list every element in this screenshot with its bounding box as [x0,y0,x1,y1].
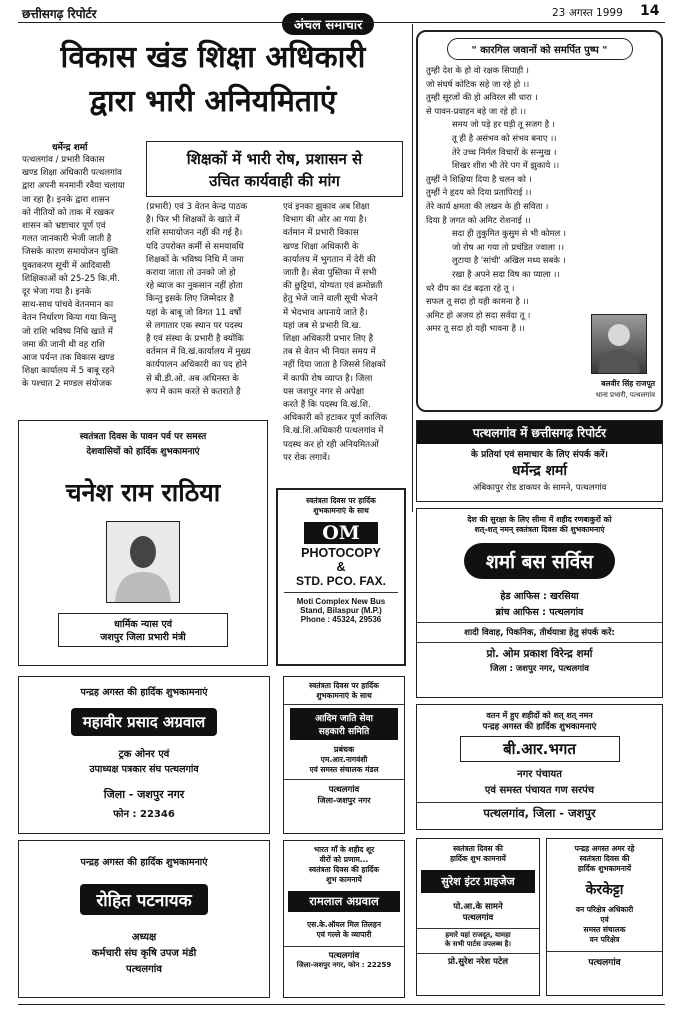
ad-mahaveer [18,676,270,834]
poem-line: दिया है जगत को अमिट रोशनाई ।। [426,214,531,225]
mahaveer-phone: फोन : 22346 [113,809,175,820]
article-text-line: शिक्षा कार्यालय में 5 बाबू रहने [22,366,115,377]
article-text-line: की छुट्टियां, योग्यता एवं क्रमोन्नती [283,281,383,292]
article-text-line: द्वारा अपनी मनमानी रवैया चलाया [22,181,125,192]
om-brand: OM [304,522,378,544]
suresh-line1: स्वतंत्रता दिवस की [453,844,503,853]
subhead-line1: शिक्षकों में भारी रोष, प्रशासन से [186,150,363,168]
ramlal-name: रामलाल अग्रवाल [288,891,400,912]
ad-sharma-bus [416,508,663,698]
subhead-line2: उचित कार्यवाही की मांग [209,172,340,190]
article-text-line: वर्तमान में वि.खं.कार्यालय में मुख्य [146,347,251,358]
poem-line: से पावन-प्रवाहन बहे जा रहे हो ।। [426,105,527,116]
article-text-line: है। फिर भी शिक्षकों के खाते में [146,215,240,226]
adim-place: पत्थलगांव [328,785,360,795]
kerketta-line2: स्वतंत्रता दिवस की [579,854,630,863]
article-text-line: को नीतियों को ताक में रखकर [22,207,115,218]
om-addr2: Stand, Bilaspur (M.P.) [300,606,382,615]
suresh-name: सुरेश इंटर प्राइजेज [421,870,535,893]
poem-line: जो संघर्ष कोटिक सहे जा रहे हो ।। [426,78,530,89]
ad-suresh [416,838,540,996]
ramlal-trade-2: एवं गल्ले के व्यापारी [316,930,372,939]
mahaveer-name: महावीर प्रसाद अग्रवाल [71,708,217,736]
article-text-line: में भेदभाव अपनाये जाते है। [283,307,368,318]
chanesh-role-box [58,613,228,647]
article-text-line: शिक्षकों के भविष्य निधि में जमा [146,254,244,265]
article-headline-line1: विकास खंड शिक्षा अधिकारी [60,40,366,75]
article-text-line: तब से वेतन भी नियत समय में [283,347,376,358]
ramlal-line3: स्वतंत्रता दिवस की हार्दिक [308,865,380,874]
column-divider [412,24,413,512]
article-text-line: के पश्चात 2 मण्डल संयोजक [22,379,112,390]
article-col-2 [146,201,276,399]
article-text-line: शिक्षा अधिकारी प्रभार लिए है [283,334,374,345]
article-text-line: यदि उपरोक्त कर्मी से समयावधि [146,241,244,252]
kerketta-line1: पन्द्रह अगस्त अमर रहे [574,844,635,853]
ad-kerketta [546,838,663,996]
ad-ramlal [283,840,405,998]
masthead-rule [18,22,665,23]
article-text-line: पर रोक लगावें। [283,452,331,463]
article-text-line: गलत जानकारी भेजी जाती है [22,234,112,245]
article-text-line: आज पर्यन्त तक विकास खण्ड [22,353,115,364]
article-text-line: यस जशपुर नगर से अपेक्षा [283,386,365,397]
adim-role: प्रबंधक [333,745,355,754]
article-text-line: (प्रभारी) एवं 3 वेतन केन्द्र पाठक [146,202,248,212]
poem-lines [418,60,661,336]
ramlal-line4: शुभ कामनायें [326,875,362,884]
article-text-line: करते हैं कि पदस्थ वि.खं.शि. [283,400,371,411]
chanesh-photo [106,521,180,603]
article-subhead [146,141,403,197]
rohit-place: पत्थलगांव [126,964,162,975]
chanesh-greeting-2: देशवासियों को हार्दिक शुभकामनाएं [86,447,200,457]
article-headline-line2: द्वारा भारी अनियमिताएं [89,84,337,119]
portrait-icon [107,522,179,602]
article-text-line: कार्यपालन अधिकारी का पद होने [146,360,247,371]
reporter-line1: के प्रतियां एवं समाचार के लिए संपर्क करें। [471,450,608,460]
page-bottom-rule [18,1004,665,1005]
kerketta-members-1: समस्त संचालक [583,925,626,934]
article-text-line: विभाग की ओर आ गया है। [283,215,367,226]
ad-chanesh [18,420,268,666]
article-text-line: में काफी रोष व्याप्त है। जिला [283,373,373,384]
poem-line: अमर तू सदा हो यही भावना है ।। [426,323,525,334]
article-text-line: किन्तु इसके लिए जिम्मेदार है [146,294,234,305]
poem-line: सफल तू सदा हो यही कामना है ।। [426,296,529,307]
poem-line: तू ही है असंभव को संभव बनाए ।। [452,132,557,143]
page-number: 14 [640,3,660,19]
ramlal-trade-1: एस.के.ऑयल मिल तिलहन [307,920,381,929]
chanesh-role-2: जशपुर जिला प्रभारी मंत्री [100,632,186,643]
sharma-head-office: हेड आफिस : खरसिया [500,591,579,602]
article-text-line: अधिकारी को हटाकर पूर्ण कालिक [283,413,388,424]
ramlal-place: पत्थलगांव [328,951,360,961]
om-line2: & [336,560,346,574]
suresh-note-1: हमारे यहां राजदूत, यामहा [445,931,511,939]
issue-date: 23 अगस्त 1999 [552,7,623,19]
om-phone: Phone : 45324, 29536 [300,615,382,624]
bhagat-members: एवं समस्त पंचायत गण सरपंच [484,785,595,796]
ad-adim-jati [283,676,405,834]
ad-om-photocopy [276,488,406,666]
poem-line: तुम्ही देश के हो वो रक्षक सिपाही । [426,65,529,75]
suresh-note-2: के सभी पार्टस उपलब्ध है। [444,940,512,948]
mahaveer-greeting: पन्द्रह अगस्त की हार्दिक शुभकामनाएं [80,687,208,698]
ad-reporter [416,420,663,502]
person-icon [592,315,646,373]
bhagat-line2: पन्द्रह अगस्त की हार्दिक शुभकामनाएं [482,722,597,732]
reporter-addr: अंबिकापुर रोड डाकघर के सामने, पत्थलगांव [472,483,607,493]
ramlal-line1: भारत माँ के शहीद शूर [313,845,375,854]
article-text-line: नहीं दिया जाता है जिससे शिक्षकों [283,360,386,371]
poem-line: अमिट हो अजय हो सदा सर्वदा तू । [426,309,531,320]
bhagat-line1: वतन में हुए शहीदों को शत् शत् नमन [486,711,593,720]
article-text-line: जिसके कारण समायोजन युक्ति [22,247,119,258]
adim-person: एम.आर.नागवंशी [320,755,368,764]
article-text-line: शासन को भ्रष्टाचार पूर्ण एवं [22,221,106,232]
adim-org-box [290,708,398,740]
adim-greeting-2: शुभकामनाएं के साथ [316,691,372,700]
article-text-line: वेतन निर्धारण किया गया किन्तु [22,313,117,324]
poem-line: तुम्ही सूरजों की हो अविरल सी धारा । [426,92,538,103]
ramlal-district: जिला-जशपुर नगर, फोन : 22259 [296,961,392,969]
article-text-line: यहां जब से प्रभारी वि.ख. [283,320,362,331]
poem-author-name: बलवीर सिंह राजपूत [601,379,655,388]
om-addr1: Moti Complex New Bus [296,597,386,606]
article-text-line: शिक्षिकाओं को 25-25 कि.मी. [22,273,120,284]
article-text-line: जमा की जानी थी वह राशि [22,339,105,350]
article-text-line: कार्यालय में भुगतान में देरी की [283,254,376,265]
chanesh-role-1: धार्मिक न्यास एवं [113,619,173,630]
article-text-line: युक्तकरण सूची में आदिवासी [22,260,111,271]
kerketta-name: केरकेट्टा [585,882,624,898]
sharma-brand: शर्मा बस सर्विस [464,543,615,579]
sharma-booking: शादी विवाह, पिकनिक, तीर्थयात्रा हेतु संपर्क करें: [464,628,615,638]
sharma-line1: देश की सुरक्षा के लिए सीमा में शहीद रणबाकुरों को [467,515,612,524]
chanesh-name: चनेश राम राठिया [65,478,221,507]
article-text-line: हेतु भेजे जाने वाली सूची भेजने [283,294,378,305]
kerketta-place: पत्थलगांव [588,958,621,968]
poem-line: धरे दीप का दंड बढ़ता रहे तू । [426,282,515,293]
sharma-branch-office: ब्रांच आफिस : पत्थलगांव [495,607,584,618]
mahaveer-role-1: ट्रक ओनर एवं [118,749,170,760]
poem-box [416,30,663,412]
article-text-line: कराया जाता तो उनको जो हो [146,268,236,279]
kerketta-and: एवं [600,915,609,924]
article-text-line: पत्थलगांव / प्रभारी विकास [22,155,105,165]
ramlal-line2: वीरों को प्रणाम... [319,855,369,864]
article-text-line: रूप में काम करते से कतराते है [146,386,241,397]
kerketta-role: वन परिक्षेत्र अधिकारी [575,905,634,914]
poem-author-title: थाना प्रभारी, पत्थलगांव [595,391,655,399]
rohit-org: कर्मचारी संघ कृषि उपज मंडी [91,948,197,959]
adim-district: जिला-जशपुर नगर [317,796,371,805]
suresh-addr-1: पो.आ.के सामने [453,902,503,912]
adim-greeting-1: स्वतंत्रता दिवस पर हार्दिक [309,681,379,690]
article-text-line: जाती है। सेवा पुस्तिका में सभी [283,268,377,279]
rohit-greeting: पन्द्रह अगस्त की हार्दिक शुभकामनाएं [80,857,208,868]
poem-line: तेरे उच्च निर्मल विचारों के सन्मुख । [452,146,557,157]
bhagat-name: बी.आर.भगत [460,736,620,762]
bhagat-place: पत्थलगांव, जिला - जशपुर [483,806,596,820]
poem-line: तुम्हीं ने शिक्षिया दिया है चलन को । [426,173,532,184]
article-byline: धर्मेन्द्र शर्मा [52,143,88,153]
article-text-line: वि.खं.शि.अधिकारी पत्थलगांव में [283,426,384,437]
poem-line: समय जो पड़े हर घड़ी तू सजग है । [452,119,555,130]
poem-line: शिखर शीश भी तेरे पग में झुकाये ।। [452,160,560,171]
article-text-line: जो राशि भविष्य निधि खाते में [22,326,113,337]
article-text-line: जा रहा है। इनके द्वारा शासन [22,194,110,205]
sharma-addr: जिला : जशपुर नगर, पत्थलगांव [490,664,589,674]
suresh-prop: प्रो.सुरेश नरेश पटेल [447,957,509,967]
om-greeting-2: शुभकामनाएं के साथ [313,506,369,515]
poem-line: तुम्हीं ने हृदय को दिया प्रतापिराई ।। [426,187,532,198]
rohit-role: अध्यक्ष [131,932,157,943]
article-col-1 [22,154,138,392]
kerketta-members-2: वन परिक्षेत्र [589,935,620,944]
poem-line: लुटाया है 'सांची' अखिल मध्य सबके । [452,255,566,266]
kerketta-line3: हार्दिक शुभकामनायें [577,864,632,873]
sharma-prop: प्रो. ओम प्रकाश विरेन्द्र शर्मा [486,648,593,660]
article-text-line: है एवं संस्था के प्रभारी है क्योंकि [146,334,244,345]
poem-line: रखा है अपने सदा विष का प्याला ।। [452,268,560,279]
mahaveer-role-2: उपाध्यक्ष पत्रकार संघ पत्थलगांव [89,764,199,775]
reporter-heading: पत्थलगांव में छत्तीसगढ़ रिपोर्टर [417,421,662,444]
section-title: अंचल समाचार [282,13,374,35]
suresh-line2: हार्दिक शुभ कामनायें [450,854,506,863]
ad-bhagat [416,704,663,830]
om-line1: PHOTOCOPY [301,546,381,560]
article-text-line: खण्ड शिक्षा अधिकारी पत्थलगांव [22,168,122,179]
poem-line: तेरे कार्य क्षमता की लखन के ही सविता । [426,200,549,211]
article-text-line: राशि समायोजन नहीं की गई है। [146,228,243,239]
article-text-line: यहां के बाबू जो विगत 11 वर्षों [146,307,242,318]
bhagat-role: नगर पंचायत [517,769,562,780]
article-text-line: से लगातार एक स्थान पर पदस्थ [146,320,243,331]
reporter-name: धर्मेन्द्र शर्मा [511,463,568,479]
poem-line: जो रोष आ गया तो प्रचंडित ज्वाला ।। [452,241,565,252]
om-greeting-1: स्वतंत्रता दिवस पर हार्दिक [306,496,376,505]
article-text-line: रहे ब्याज का नुकसान नहीं होता [146,281,243,292]
article-text-line: दूर भेजा गया है। इनके [22,287,92,298]
article-text-line: वर्तमान में प्रभारी विकास [283,228,359,239]
rohit-name: रोहित पटनायक [80,884,207,915]
ad-rohit [18,840,270,998]
adim-org-1: आदिम जाति सेवा [315,714,373,724]
author-photo [591,314,647,374]
mahaveer-district: जिला - जशपुर नगर [103,788,185,801]
article-text-line: पदस्थ कर हो रही अनियमितओं [283,439,379,450]
paper-name: छत्तीसगढ़ रिपोर्टर [22,7,97,21]
article-text-line: एवं इनका झुकाव अब शिक्षा [283,202,370,212]
adim-members: एवं समस्त संचालक मंडल [309,765,379,774]
om-line3: STD. PCO. FAX. [295,574,386,588]
article-text-line: खण्ड शिक्षा अधिकारी के [283,241,359,252]
adim-org-2: सहकारी समिति [318,727,370,737]
sharma-line2: शत्-शत् नमन् स्वतंत्रता दिवस की शुभकामनाएं [474,525,605,534]
chanesh-greeting-1: स्वतंत्रता दिवस के पावन पर्व पर समस्त [79,432,207,442]
article-col-3 [283,201,405,465]
poem-line: सदा ही तुकुमित कुसुम से भी कोमल । [452,228,566,239]
article-text-line: साथ-साथ पांचवे वेतनमान का [22,300,114,311]
article-text-line: से बी.डी.ओ. अब अधिनस्त के [146,373,239,384]
suresh-addr-2: पत्थलगांव [462,913,494,923]
poem-title: " कारगिल जवानों को समर्पित पुष्प " [447,38,633,60]
